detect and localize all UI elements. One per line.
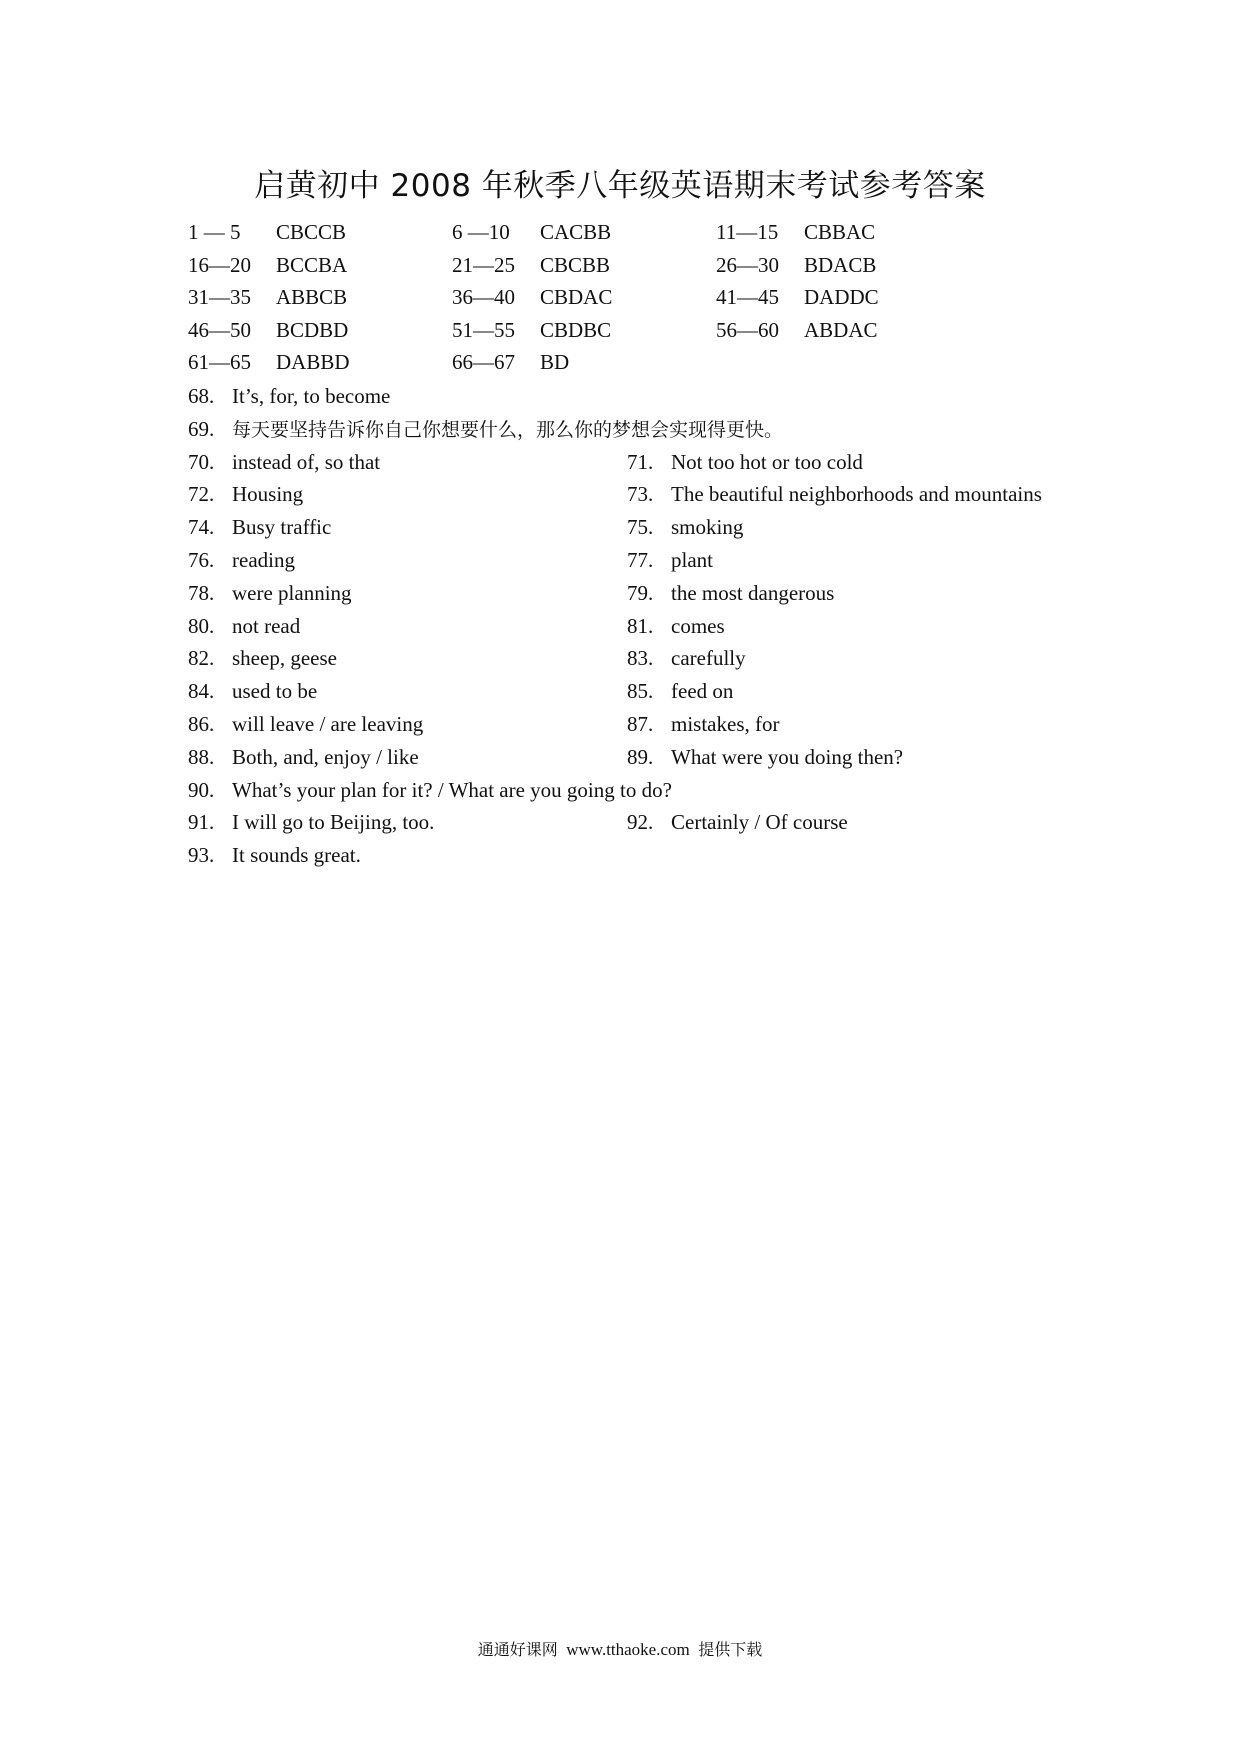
question-number: 76.: [188, 547, 215, 572]
answer-item: [188, 675, 317, 708]
answer-item: [627, 511, 743, 544]
mc-range: 56—60: [716, 317, 779, 342]
footer-suffix: 提供下载: [698, 1640, 763, 1659]
answer-text: What’s your plan for it? / What are you going to do?: [232, 777, 672, 802]
answer-text: mistakes, for: [671, 711, 780, 736]
mc-range: 31—35: [188, 285, 251, 309]
answer-item: [188, 380, 390, 413]
mc-range: 46—50: [188, 317, 251, 342]
mc-range: 21—25: [452, 252, 515, 277]
question-number: 71.: [627, 449, 654, 474]
answer-text: Busy traffic: [232, 515, 332, 540]
answer-item: [188, 478, 303, 511]
mc-answers: CBCBB: [540, 252, 611, 277]
answer-text: instead of, so that: [232, 449, 381, 474]
answer-text: feed on: [671, 679, 734, 704]
mc-answers: CBCCB: [276, 220, 347, 244]
question-number: 69.: [188, 416, 215, 441]
answer-item: [627, 708, 779, 741]
question-number: 73.: [627, 482, 654, 507]
answer-text: were planning: [232, 580, 352, 605]
mc-range: 26—30: [716, 252, 779, 277]
answer-text: Housing: [232, 482, 304, 507]
mc-range: 1 — 5: [188, 220, 241, 244]
answer-item: [627, 577, 834, 610]
answer-text: used to be: [232, 679, 318, 704]
mc-answers: DABBD: [276, 350, 350, 374]
question-number: 68.: [188, 384, 215, 408]
answer-item: [627, 610, 725, 643]
question-number: 79.: [627, 580, 654, 605]
mc-answers: CBDBC: [540, 317, 612, 342]
mc-range: 41—45: [716, 285, 779, 309]
answer-text: not read: [232, 613, 301, 638]
answer-text: will leave / are leaving: [232, 711, 424, 736]
mc-range: 61—65: [188, 350, 251, 374]
answer-text: I will go to Beijing, too.: [232, 810, 435, 835]
question-number: 85.: [627, 679, 654, 704]
answer-text: What were you doing then?: [671, 744, 904, 769]
mc-range: 66—67: [452, 350, 515, 374]
answer-item: [627, 446, 863, 479]
question-number: 91.: [188, 810, 215, 835]
page-title: 启黄初中 2008 年秋季八年级英语期末考试参考答案: [254, 168, 986, 204]
answer-item: [188, 610, 300, 643]
question-number: 82.: [188, 646, 215, 671]
answer-text: The beautiful neighborhoods and mountains: [671, 482, 1042, 507]
answer-text: It sounds great.: [232, 843, 361, 868]
question-number: 72.: [188, 482, 215, 507]
answer-item: [627, 741, 903, 774]
answer-item: [627, 478, 1042, 511]
mc-range: 16—20: [188, 252, 251, 277]
answer-item: [627, 675, 733, 708]
answer-item: [188, 413, 783, 447]
question-number: 84.: [188, 679, 215, 704]
mc-range: 6 —10: [452, 220, 510, 244]
answer-text: comes: [671, 613, 725, 638]
answer-item: [627, 806, 848, 839]
answer-text: reading: [232, 547, 295, 572]
answer-item: [188, 577, 352, 610]
answer-text: sheep, geese: [232, 646, 337, 671]
answer-item: [188, 446, 380, 479]
answer-text: the most dangerous: [671, 580, 835, 605]
question-number: 90.: [188, 777, 215, 802]
footer-site-name: 通通好课网: [477, 1640, 558, 1659]
mc-range: 51—55: [452, 317, 515, 342]
answer-item: [188, 774, 672, 807]
answer-item: [188, 544, 295, 577]
mc-answers: BCCBA: [276, 252, 348, 277]
answer-text: Certainly / Of course: [671, 810, 848, 835]
answer-item: [627, 544, 713, 577]
answer-text: Both, and, enjoy / like: [232, 744, 419, 769]
mc-range: 36—40: [452, 285, 515, 309]
mc-answers: BCDBD: [276, 317, 349, 342]
answer-item: [188, 806, 434, 839]
mc-answers: ABBCB: [276, 285, 348, 309]
question-number: 92.: [627, 810, 654, 835]
answer-text: Not too hot or too cold: [671, 449, 863, 474]
mc-answers: CBDAC: [540, 285, 613, 309]
answer-item: [188, 642, 337, 675]
answer-item: [188, 839, 361, 872]
answer-text: plant: [671, 547, 713, 572]
mc-answers: CBBAC: [804, 220, 876, 244]
question-number: 88.: [188, 744, 215, 769]
answer-text: 每天要坚持告诉你自己你想要什么，那么你的梦想会实现得更快。: [232, 418, 784, 441]
answer-item: [627, 642, 746, 675]
question-number: 87.: [627, 711, 654, 736]
question-number: 78.: [188, 580, 215, 605]
mc-range: 11—15: [716, 220, 779, 244]
question-number: 75.: [627, 515, 654, 540]
mc-answers: BD: [540, 350, 570, 374]
question-number: 89.: [627, 744, 654, 769]
answer-text: smoking: [671, 515, 744, 540]
footer-url[interactable]: www.tthaoke.com: [566, 1640, 690, 1659]
question-number: 80.: [188, 613, 215, 638]
page-footer: [0, 1637, 1240, 1660]
answer-item: [188, 708, 423, 741]
mc-answers: DADDC: [804, 285, 879, 309]
mc-answers: BDACB: [804, 252, 877, 277]
mc-answers: CACBB: [540, 220, 612, 244]
question-number: 70.: [188, 449, 215, 474]
answer-text: carefully: [671, 646, 746, 671]
question-number: 93.: [188, 843, 215, 868]
question-number: 81.: [627, 613, 654, 638]
answer-item: [188, 511, 331, 544]
mc-answers: ABDAC: [804, 317, 878, 342]
answer-item: [188, 741, 419, 774]
answer-text: It’s, for, to become: [232, 384, 391, 408]
question-number: 86.: [188, 711, 215, 736]
question-number: 83.: [627, 646, 654, 671]
question-number: 74.: [188, 515, 215, 540]
question-number: 77.: [627, 547, 654, 572]
